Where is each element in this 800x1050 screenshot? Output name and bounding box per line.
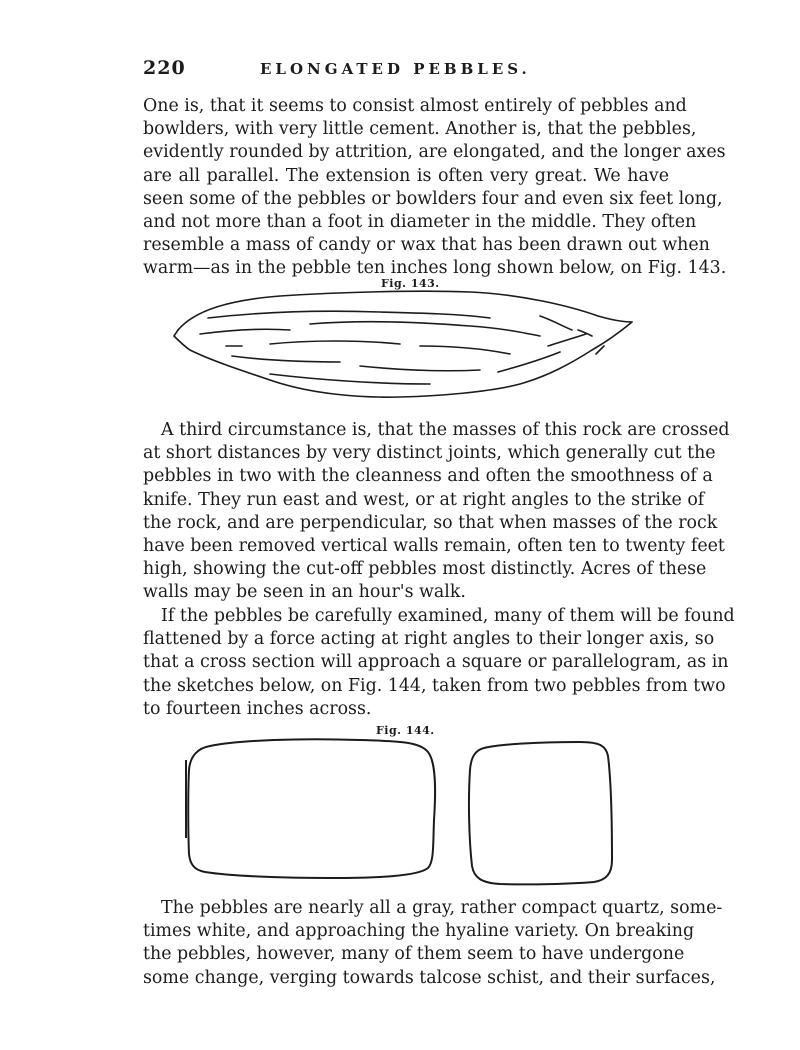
text-line: flattened by a force acting at right angles to their longer axis, so	[143, 629, 715, 650]
text-line: If the pebbles be carefully examined, many of them will be found	[161, 606, 735, 626]
text-line: pebbles in two with the cleanness and often the smoothness of a	[143, 466, 713, 487]
text-line: the rock, and are perpendicular, so that when masses of the rock	[143, 512, 718, 533]
text-line: warm—as in the pebble ten inches long shown below, on Fig. 143.	[143, 258, 727, 279]
text-line: seen some of the pebbles or bowlders four and even six feet long,	[143, 188, 723, 209]
text-line: have been removed vertical walls remain, often ten to twenty feet	[143, 536, 725, 557]
text-line: some change, verging towards talcose schist, and their surfaces,	[143, 967, 716, 988]
text-line: One is, that it seems to consist almost entirely of pebbles and	[143, 96, 687, 116]
text-line: to fourteen inches across.	[143, 698, 372, 719]
text-line: evidently rounded by attrition, are elongated, and the longer axes	[143, 142, 726, 163]
text-line: are all parallel. The extension is often very great. We have	[143, 165, 669, 186]
text-line: the sketches below, on Fig. 144, taken from two pebbles from two	[143, 675, 726, 696]
cross-section-left	[188, 739, 435, 878]
paragraph-4	[143, 897, 723, 990]
text-line: times white, and approaching the hyaline variety. On breaking	[143, 921, 695, 942]
figure-143-caption: Fig. 143.	[381, 277, 440, 290]
text-line: A third circumstance is, that the masses of this rock are crossed	[161, 420, 730, 440]
text-line: and not more than a foot in diameter in the middle. They often	[143, 212, 697, 233]
page-number: 220	[143, 57, 186, 79]
text-line: knife. They run east and west, or at right angles to the strike of	[143, 489, 705, 510]
text-line: that a cross section will approach a square or parallelogram, as in	[143, 652, 729, 673]
cross-section-right	[469, 742, 612, 884]
figure-144-caption: Fig. 144.	[376, 724, 435, 737]
text-line: walls may be seen in an hour's walk.	[143, 582, 466, 603]
text-line: at short distances by very distinct joints, which generally cut the	[143, 443, 716, 464]
text-line: the pebbles, however, many of them seem to have undergone	[143, 944, 685, 965]
text-line: high, showing the cut-off pebbles most distinctly. Acres of these	[143, 559, 707, 580]
text-line: The pebbles are nearly all a gray, rather compact quartz, some-	[161, 898, 723, 918]
running-title: ELONGATED PEBBLES.	[260, 60, 531, 78]
text-line: resemble a mass of candy or wax that has been drawn out when	[143, 235, 710, 256]
text-line: bowlders, with very little cement. Another is, that the pebbles,	[143, 119, 697, 140]
